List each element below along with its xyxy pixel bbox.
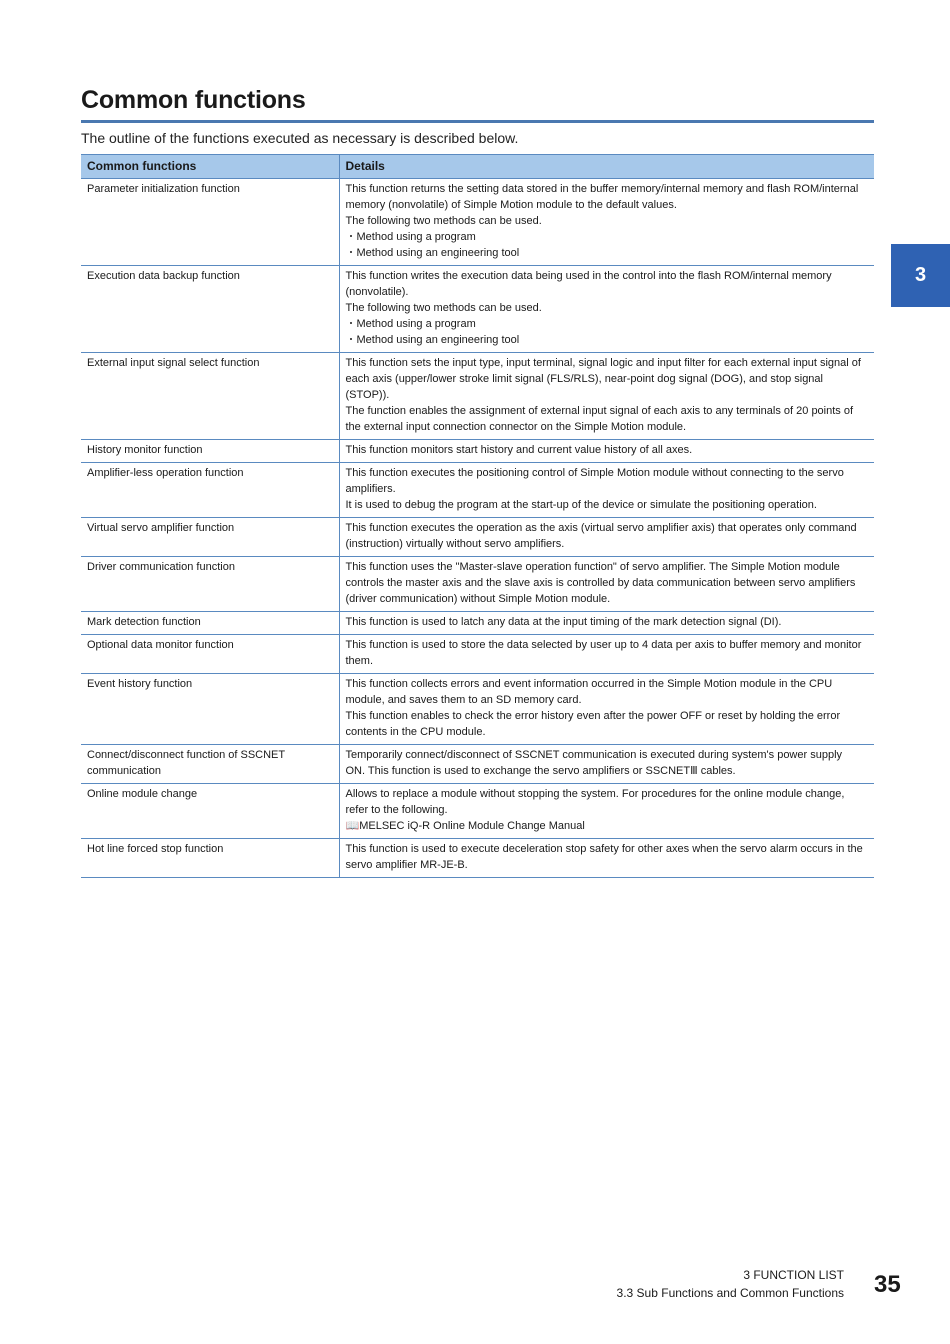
function-detail-line: amplifiers. [345,483,396,495]
function-name-cell [81,612,339,635]
function-name-cell [81,179,339,266]
function-name: History monitor function [87,444,203,456]
function-detail-line: ・Method using an engineering tool [345,247,520,259]
function-detail-line: ・Method using a program [345,318,476,330]
function-name-cell [81,353,339,440]
heading-rule [81,120,874,123]
function-name: Connect/disconnect function of SSCNET [87,749,286,761]
table-header-row [81,155,874,179]
function-detail-line: ・Method using an engineering tool [345,334,520,346]
function-detail-line: contents in the CPU module. [345,726,486,738]
table-row [81,179,874,266]
table-row [81,674,874,745]
function-name: Execution data backup function [87,270,240,282]
function-details-cell [339,635,874,674]
function-detail-line: the external input connection connector on the Simple Motion module. [345,421,687,433]
function-detail-line: This function is used to latch any data at the input timing of the mark detection signal (DI). [345,616,782,628]
function-details-cell [339,612,874,635]
function-detail-line: This function collects errors and event information occurred in the Simple Motion module in the CPU [345,678,833,690]
function-detail-line: servo amplifier MR-JE-B. [345,859,468,871]
function-detail-line: The function enables the assignment of external input signal of each axis to any terminals of 20 points of [345,405,854,417]
function-name: External input signal select function [87,357,260,369]
function-name-cell [81,266,339,353]
function-details-cell [339,674,874,745]
table-row [81,266,874,353]
common-functions-table [81,154,874,878]
function-detail-line: (instruction) virtually without servo amplifiers. [345,538,565,550]
function-details-cell [339,179,874,266]
function-details-cell [339,463,874,518]
function-name: Event history function [87,678,193,690]
table-row [81,745,874,784]
table-row [81,612,874,635]
function-name-cell [81,635,339,674]
table-row [81,784,874,839]
table-row [81,353,874,440]
header-common-functions: Common functions [81,155,339,179]
function-detail-line: module, and saves them to an SD memory card. [345,694,582,706]
function-name-cell [81,745,339,784]
function-detail-line: (driver communication) without Simple Motion module. [345,593,611,605]
function-detail-line: memory (nonvolatile) of Simple Motion module to the default values. [345,199,677,211]
function-name-cell [81,839,339,878]
header-details: Details [339,155,874,179]
function-detail-line: Allows to replace a module without stopping the system. For procedures for the online module change, [345,788,845,800]
function-detail-line: 📖MELSEC iQ-R Online Module Change Manual [345,820,585,832]
table-row [81,635,874,674]
function-detail-line: Temporarily connect/disconnect of SSCNET communication is executed during system's power supply [345,749,843,761]
function-detail-line: The following two methods can be used. [345,215,542,227]
footer-chapter: 3 FUNCTION LIST [743,1268,844,1282]
function-details-cell [339,440,874,463]
function-detail-line: This function uses the "Master-slave operation function" of servo amplifier. The Simple Motion module [345,561,840,573]
function-name: communication [87,765,161,777]
intro-text: The outline of the functions executed as necessary is described below. [81,130,519,146]
function-detail-line: them. [345,655,374,667]
function-detail-line: ON. This function is used to exchange the servo amplifiers or SSCNETⅢ cables. [345,765,736,777]
function-name-cell [81,440,339,463]
function-details-cell [339,557,874,612]
footer-section: 3.3 Sub Functions and Common Functions [616,1286,844,1300]
function-detail-line: This function returns the setting data stored in the buffer memory/internal memory and flash ROM/internal [345,183,859,195]
table-row [81,440,874,463]
page-title: Common functions [81,86,306,114]
function-detail-line: This function is used to execute deceleration stop safety for other axes when the servo alarm occurs in the [345,843,863,855]
function-detail-line: (STOP)). [345,389,390,401]
function-detail-line: This function executes the operation as the axis (virtual servo amplifier axis) that operates only command [345,522,857,534]
function-details-cell [339,518,874,557]
function-detail-line: This function sets the input type, input terminal, signal logic and input filter for each external input signal of [345,357,861,369]
function-name-cell [81,518,339,557]
function-name-cell [81,674,339,745]
table-body [81,179,874,878]
function-detail-line: each axis (upper/lower stroke limit signal (FLS/RLS), near-point dog signal (DOG), and stop signal [345,373,823,385]
page-number: 35 [874,1271,901,1298]
function-detail-line: ・Method using a program [345,231,476,243]
function-detail-line: This function executes the positioning control of Simple Motion module without connecting to the servo [345,467,844,479]
function-name: Amplifier-less operation function [87,467,244,479]
function-detail-line: (nonvolatile). [345,286,409,298]
function-detail-line: This function is used to store the data selected by user up to 4 data per axis to buffer memory and monitor [345,639,862,651]
function-name: Mark detection function [87,616,201,628]
function-details-cell [339,839,874,878]
function-details-cell [339,745,874,784]
function-name: Driver communication function [87,561,235,573]
function-name-cell [81,557,339,612]
function-detail-line: This function monitors start history and current value history of all axes. [345,444,693,456]
function-name: Parameter initialization function [87,183,240,195]
table-row [81,518,874,557]
table-row [81,557,874,612]
function-details-cell [339,266,874,353]
function-name-cell [81,463,339,518]
function-name: Online module change [87,788,198,800]
function-name-cell [81,784,339,839]
function-detail-line: This function writes the execution data being used in the control into the flash ROM/internal memory [345,270,832,282]
function-name: Hot line forced stop function [87,843,224,855]
function-details-cell [339,784,874,839]
function-detail-line: controls the master axis and the slave axis is controlled by data communication between servo amplifiers [345,577,856,589]
function-detail-line: The following two methods can be used. [345,302,542,314]
function-detail-line: refer to the following. [345,804,448,816]
function-name: Optional data monitor function [87,639,234,651]
chapter-tab: 3 [891,244,950,307]
function-detail-line: It is used to debug the program at the start-up of the device or simulate the positioning operation. [345,499,817,511]
function-detail-line: This function enables to check the error history even after the power OFF or reset by holding the error [345,710,841,722]
table-row [81,463,874,518]
function-name: Virtual servo amplifier function [87,522,235,534]
table-row [81,839,874,878]
function-details-cell [339,353,874,440]
